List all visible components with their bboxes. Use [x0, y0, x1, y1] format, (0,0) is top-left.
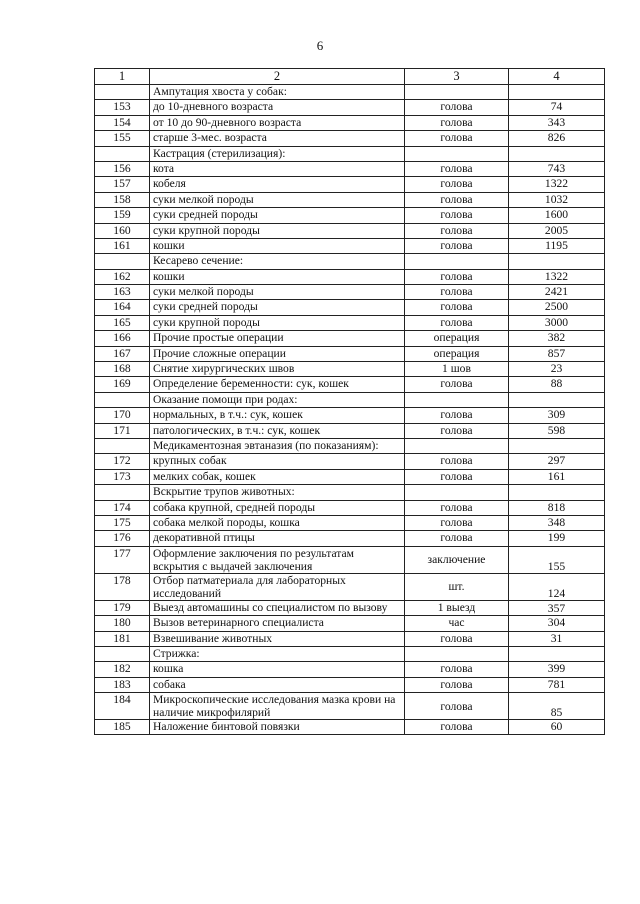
unit: голова — [405, 315, 509, 330]
price: 343 — [509, 115, 605, 130]
price: 2421 — [509, 285, 605, 300]
unit: голова — [405, 238, 509, 253]
unit: голова — [405, 677, 509, 692]
table-row — [95, 177, 605, 192]
row-number: 174 — [95, 500, 150, 515]
service-name: мелких собак, кошек — [150, 469, 405, 484]
table-row — [95, 192, 605, 207]
price: 743 — [509, 161, 605, 176]
row-number: 157 — [95, 177, 150, 192]
table-row — [95, 631, 605, 646]
table-row — [95, 362, 605, 377]
table-row — [95, 100, 605, 115]
row-number: 159 — [95, 208, 150, 223]
unit: голова — [405, 408, 509, 423]
service-name: собака мелкой породы, кошка — [150, 515, 405, 530]
table-row — [95, 269, 605, 284]
table-row — [95, 531, 605, 546]
price: 304 — [509, 616, 605, 631]
service-name: Микроскопические исследования мазка крови на наличие микрофилярий — [150, 693, 405, 720]
table-row — [95, 315, 605, 330]
service-name: Кесарево сечение: — [150, 254, 405, 269]
table-row — [95, 208, 605, 223]
unit: голова — [405, 269, 509, 284]
table-row — [95, 285, 605, 300]
price: 309 — [509, 408, 605, 423]
header-col-3: 3 — [405, 69, 509, 85]
price: 85 — [509, 693, 605, 720]
unit: голова — [405, 300, 509, 315]
service-name: Медикаментозная эвтаназия (по показаниям): — [150, 438, 405, 453]
unit: 1 шов — [405, 362, 509, 377]
row-number: 161 — [95, 238, 150, 253]
unit: голова — [405, 131, 509, 146]
table-row — [95, 131, 605, 146]
service-name: Снятие хирургических швов — [150, 362, 405, 377]
price: 348 — [509, 515, 605, 530]
row-number — [95, 146, 150, 161]
price: 2500 — [509, 300, 605, 315]
price: 31 — [509, 631, 605, 646]
price-table-body — [95, 69, 605, 735]
unit: голова — [405, 631, 509, 646]
row-number: 173 — [95, 469, 150, 484]
price — [509, 254, 605, 269]
table-row — [95, 223, 605, 238]
row-number — [95, 85, 150, 100]
unit: операция — [405, 346, 509, 361]
price: 1322 — [509, 269, 605, 284]
row-number: 184 — [95, 693, 150, 720]
service-name: Вызов ветеринарного специалиста — [150, 616, 405, 631]
unit: голова — [405, 223, 509, 238]
table-row — [95, 662, 605, 677]
table-row — [95, 677, 605, 692]
unit: голова — [405, 100, 509, 115]
unit: 1 выезд — [405, 600, 509, 615]
unit: голова — [405, 515, 509, 530]
unit: час — [405, 616, 509, 631]
table-row — [95, 469, 605, 484]
section-heading-row — [95, 392, 605, 407]
price — [509, 438, 605, 453]
price: 1195 — [509, 238, 605, 253]
section-heading-row — [95, 85, 605, 100]
unit: операция — [405, 331, 509, 346]
row-number: 185 — [95, 720, 150, 735]
price: 124 — [509, 573, 605, 600]
price: 199 — [509, 531, 605, 546]
table-row — [95, 616, 605, 631]
row-number: 166 — [95, 331, 150, 346]
price: 598 — [509, 423, 605, 438]
unit — [405, 85, 509, 100]
table-row — [95, 720, 605, 735]
service-name: суки средней породы — [150, 300, 405, 315]
price: 818 — [509, 500, 605, 515]
price: 297 — [509, 454, 605, 469]
price: 2005 — [509, 223, 605, 238]
row-number: 176 — [95, 531, 150, 546]
unit: голова — [405, 377, 509, 392]
row-number: 154 — [95, 115, 150, 130]
price: 74 — [509, 100, 605, 115]
service-name: Вскрытие трупов животных: — [150, 485, 405, 500]
service-name: старше 3-мес. возраста — [150, 131, 405, 146]
price: 399 — [509, 662, 605, 677]
unit: голова — [405, 531, 509, 546]
row-number: 160 — [95, 223, 150, 238]
row-number: 167 — [95, 346, 150, 361]
unit: голова — [405, 454, 509, 469]
unit: голова — [405, 720, 509, 735]
service-name: до 10-дневного возраста — [150, 100, 405, 115]
price: 60 — [509, 720, 605, 735]
price: 357 — [509, 600, 605, 615]
unit: голова — [405, 208, 509, 223]
row-number: 172 — [95, 454, 150, 469]
row-number: 180 — [95, 616, 150, 631]
service-name: Стрижка: — [150, 646, 405, 661]
unit: голова — [405, 192, 509, 207]
table-row — [95, 331, 605, 346]
table-row — [95, 408, 605, 423]
unit: голова — [405, 285, 509, 300]
row-number: 168 — [95, 362, 150, 377]
row-number — [95, 392, 150, 407]
unit — [405, 438, 509, 453]
price: 857 — [509, 346, 605, 361]
row-number: 158 — [95, 192, 150, 207]
table-row — [95, 573, 605, 600]
row-number: 156 — [95, 161, 150, 176]
service-name: от 10 до 90-дневного возраста — [150, 115, 405, 130]
table-row — [95, 454, 605, 469]
price: 155 — [509, 546, 605, 573]
table-header-row — [95, 69, 605, 85]
service-name: собака — [150, 677, 405, 692]
unit: голова — [405, 662, 509, 677]
table-row — [95, 300, 605, 315]
service-name: Прочие простые операции — [150, 331, 405, 346]
service-name: суки крупной породы — [150, 315, 405, 330]
table-row — [95, 546, 605, 573]
section-heading-row — [95, 254, 605, 269]
table-row — [95, 515, 605, 530]
unit — [405, 146, 509, 161]
row-number — [95, 438, 150, 453]
unit — [405, 485, 509, 500]
table-row — [95, 161, 605, 176]
service-name: кошка — [150, 662, 405, 677]
unit — [405, 646, 509, 661]
table-row — [95, 600, 605, 615]
price — [509, 646, 605, 661]
row-number: 162 — [95, 269, 150, 284]
service-name: Отбор патматериала для лабораторных исследований — [150, 573, 405, 600]
row-number: 163 — [95, 285, 150, 300]
service-name: кошки — [150, 269, 405, 284]
section-heading-row — [95, 438, 605, 453]
unit — [405, 254, 509, 269]
table-row — [95, 346, 605, 361]
service-name: Оформление заключения по результатам вскрытия с выдачей заключения — [150, 546, 405, 573]
unit: шт. — [405, 573, 509, 600]
price: 382 — [509, 331, 605, 346]
price: 3000 — [509, 315, 605, 330]
row-number: 175 — [95, 515, 150, 530]
service-name: Ампутация хвоста у собак: — [150, 85, 405, 100]
unit — [405, 392, 509, 407]
unit: голова — [405, 693, 509, 720]
unit: голова — [405, 177, 509, 192]
row-number: 178 — [95, 573, 150, 600]
price: 1600 — [509, 208, 605, 223]
table-row — [95, 423, 605, 438]
service-name: Кастрация (стерилизация): — [150, 146, 405, 161]
service-name: суки мелкой породы — [150, 192, 405, 207]
price: 88 — [509, 377, 605, 392]
service-name: Прочие сложные операции — [150, 346, 405, 361]
service-name: Определение беременности: сук, кошек — [150, 377, 405, 392]
unit: голова — [405, 469, 509, 484]
row-number: 181 — [95, 631, 150, 646]
service-name: Оказание помощи при родах: — [150, 392, 405, 407]
price-table — [94, 68, 605, 735]
row-number — [95, 485, 150, 500]
service-name: Взвешивание животных — [150, 631, 405, 646]
page-number: 6 — [316, 38, 324, 53]
table-row — [95, 238, 605, 253]
row-number: 170 — [95, 408, 150, 423]
unit: голова — [405, 115, 509, 130]
service-name: кошки — [150, 238, 405, 253]
service-name: патологических, в т.ч.: сук, кошек — [150, 423, 405, 438]
unit: голова — [405, 423, 509, 438]
table-row — [95, 377, 605, 392]
price — [509, 85, 605, 100]
header-col-4: 4 — [509, 69, 605, 85]
service-name: Выезд автомашины со специалистом по вызову — [150, 600, 405, 615]
price: 23 — [509, 362, 605, 377]
row-number: 165 — [95, 315, 150, 330]
row-number — [95, 646, 150, 661]
service-name: суки крупной породы — [150, 223, 405, 238]
service-name: декоративной птицы — [150, 531, 405, 546]
unit: голова — [405, 161, 509, 176]
price: 1032 — [509, 192, 605, 207]
table-row — [95, 693, 605, 720]
service-name: Наложение бинтовой повязки — [150, 720, 405, 735]
section-heading-row — [95, 646, 605, 661]
row-number: 155 — [95, 131, 150, 146]
service-name: крупных собак — [150, 454, 405, 469]
header-col-1: 1 — [95, 69, 150, 85]
row-number: 171 — [95, 423, 150, 438]
price — [509, 146, 605, 161]
row-number: 182 — [95, 662, 150, 677]
price: 781 — [509, 677, 605, 692]
unit: голова — [405, 500, 509, 515]
price: 161 — [509, 469, 605, 484]
section-heading-row — [95, 146, 605, 161]
table-row — [95, 500, 605, 515]
service-name: кобеля — [150, 177, 405, 192]
table-row — [95, 115, 605, 130]
row-number: 183 — [95, 677, 150, 692]
price: 1322 — [509, 177, 605, 192]
service-name: суки средней породы — [150, 208, 405, 223]
service-name: суки мелкой породы — [150, 285, 405, 300]
price: 826 — [509, 131, 605, 146]
service-name: нормальных, в т.ч.: сук, кошек — [150, 408, 405, 423]
row-number: 169 — [95, 377, 150, 392]
unit: заключение — [405, 546, 509, 573]
row-number: 153 — [95, 100, 150, 115]
row-number — [95, 254, 150, 269]
service-name: собака крупной, средней породы — [150, 500, 405, 515]
service-name: кота — [150, 161, 405, 176]
row-number: 177 — [95, 546, 150, 573]
row-number: 164 — [95, 300, 150, 315]
row-number: 179 — [95, 600, 150, 615]
section-heading-row — [95, 485, 605, 500]
price — [509, 485, 605, 500]
price — [509, 392, 605, 407]
header-col-2: 2 — [150, 69, 405, 85]
